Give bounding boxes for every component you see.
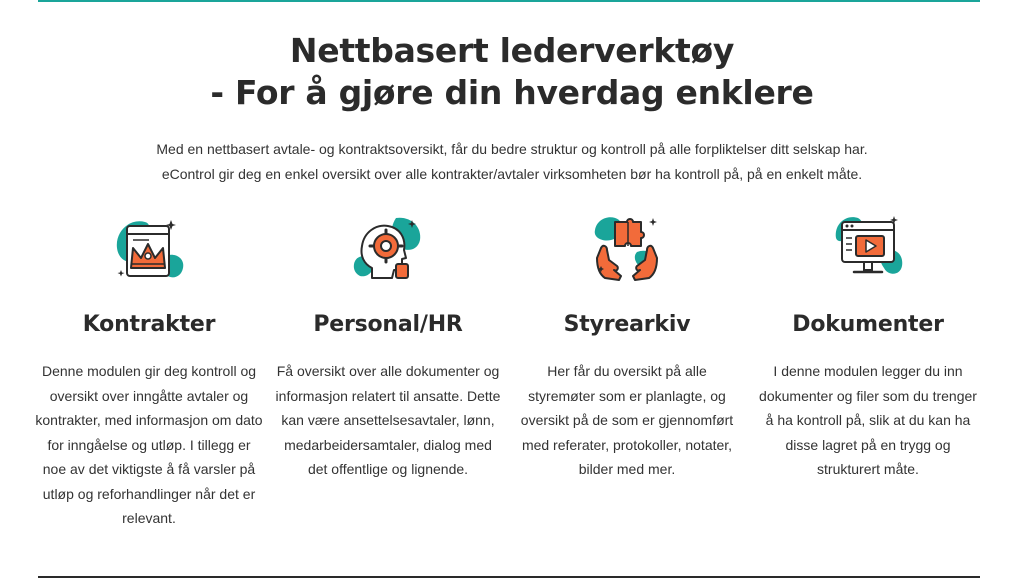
- feature-description-dokumenter: I denne modulen legger du inn dokumenter og filer som du trenger å ha kontroll på, slik at du kan ha disse lagret på en trygg og strukturert måte.: [759, 363, 977, 477]
- monitor-video-icon: [828, 208, 908, 288]
- feature-personal-hr: [271, 208, 505, 482]
- feature-description-kontrakter: Denne modulen gir deg kontroll og oversikt over inngåtte avtaler og kontrakter, med informasjon om dato for inngåelse og utløp. I tillegg er noe av det viktigste å få varsler på utløp og reforhandlinger når det er relevant.: [35, 363, 263, 526]
- contract-crown-icon: [109, 208, 189, 288]
- feature-description-personal-hr: Få oversikt over alle dokumenter og informasjon relatert til ansatte. Dette kan være ansettelsesavtaler, lønn, medarbeidersamtaler, dialog med det offentlige og lignende.: [275, 363, 501, 477]
- intro-line-1: Med en nettbasert avtale- og kontraktsoversikt, får du bedre struktur og kontroll på alle forpliktelser ditt selskap har.: [156, 141, 868, 157]
- feature-kontrakter: [32, 208, 266, 531]
- bottom-divider: [38, 576, 980, 578]
- head-gear-icon: [348, 208, 428, 288]
- feature-title-dokumenter: Dokumenter: [792, 312, 944, 337]
- page-title-line-2: - For å gjøre din hverdag enklere: [210, 73, 814, 112]
- feature-title-kontrakter: Kontrakter: [82, 312, 216, 337]
- feature-styrearkiv: [510, 208, 744, 482]
- feature-title-personal-hr: Personal/HR: [313, 312, 463, 337]
- top-divider: [38, 0, 980, 2]
- feature-dokumenter: [751, 208, 985, 482]
- page-title-line-1: Nettbasert lederverktøy: [289, 31, 735, 70]
- intro-text: [0, 137, 1024, 187]
- feature-title-styrearkiv: Styrearkiv: [563, 312, 691, 337]
- hands-puzzle-icon: [587, 208, 667, 288]
- feature-description-styrearkiv: Her får du oversikt på alle styremøter som er planlagte, og oversikt på de som er gjennomført med referater, protokoller, notater, bilder med mer.: [520, 363, 734, 477]
- page-title: [0, 30, 1024, 114]
- intro-line-2: eControl gir deg en enkel oversikt over alle kontrakter/avtaler virksomheten bør ha kontroll på, på en enkelt måte.: [161, 166, 863, 182]
